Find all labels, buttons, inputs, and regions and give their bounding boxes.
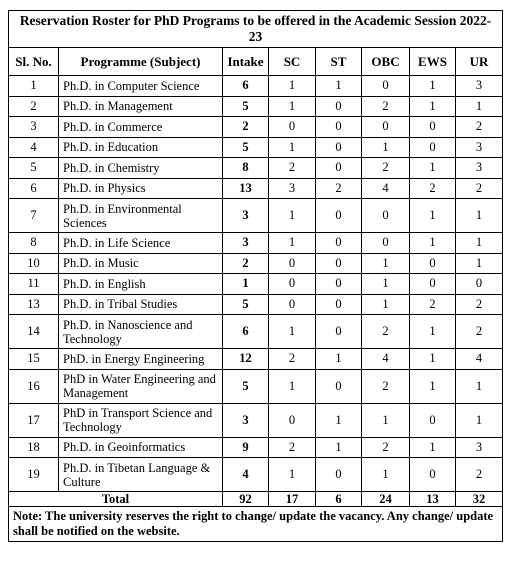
cell-ur: 0 bbox=[456, 274, 503, 295]
table-row bbox=[9, 76, 503, 97]
cell-ews: 1 bbox=[410, 76, 456, 97]
cell-sl-no: 14 bbox=[9, 315, 59, 349]
cell-ews: 0 bbox=[410, 253, 456, 274]
cell-ur: 1 bbox=[456, 403, 503, 437]
cell-sc: 1 bbox=[269, 369, 316, 403]
column-header-row bbox=[9, 48, 503, 76]
cell-programme: Ph.D. in Nanoscience and Technology bbox=[59, 315, 223, 349]
cell-obc: 4 bbox=[362, 349, 410, 370]
cell-st: 0 bbox=[316, 369, 362, 403]
cell-st: 0 bbox=[316, 96, 362, 117]
cell-sl-no: 7 bbox=[9, 199, 59, 233]
cell-sc: 1 bbox=[269, 458, 316, 492]
cell-sc: 1 bbox=[269, 233, 316, 254]
cell-sc: 0 bbox=[269, 294, 316, 315]
header-programme: Programme (Subject) bbox=[59, 48, 223, 76]
cell-sl-no: 18 bbox=[9, 437, 59, 458]
cell-ur: 3 bbox=[456, 158, 503, 179]
table-row bbox=[9, 294, 503, 315]
cell-ur: 1 bbox=[456, 233, 503, 254]
table-row bbox=[9, 199, 503, 233]
cell-sl-no: 6 bbox=[9, 178, 59, 199]
cell-ur: 2 bbox=[456, 315, 503, 349]
header-intake: Intake bbox=[223, 48, 269, 76]
cell-ur: 3 bbox=[456, 137, 503, 158]
cell-sc: 2 bbox=[269, 437, 316, 458]
table-row bbox=[9, 349, 503, 370]
cell-ur: 1 bbox=[456, 96, 503, 117]
cell-obc: 0 bbox=[362, 117, 410, 138]
cell-programme: PhD in Water Engineering and Management bbox=[59, 369, 223, 403]
cell-st: 1 bbox=[316, 76, 362, 97]
total-obc: 24 bbox=[362, 492, 410, 507]
cell-intake: 6 bbox=[223, 315, 269, 349]
cell-ur: 2 bbox=[456, 117, 503, 138]
cell-intake: 6 bbox=[223, 76, 269, 97]
cell-obc: 1 bbox=[362, 294, 410, 315]
cell-st: 0 bbox=[316, 458, 362, 492]
table-title: Reservation Roster for PhD Programs to be offered in the Academic Session 2022-23 bbox=[9, 11, 503, 48]
cell-programme: Ph.D. in Computer Science bbox=[59, 76, 223, 97]
cell-programme: Ph.D. in Music bbox=[59, 253, 223, 274]
cell-st: 0 bbox=[316, 274, 362, 295]
table-row bbox=[9, 233, 503, 254]
cell-intake: 2 bbox=[223, 253, 269, 274]
cell-sl-no: 5 bbox=[9, 158, 59, 179]
cell-sc: 0 bbox=[269, 253, 316, 274]
cell-sc: 0 bbox=[269, 403, 316, 437]
cell-st: 1 bbox=[316, 437, 362, 458]
cell-programme: Ph.D. in Environmental Sciences bbox=[59, 199, 223, 233]
cell-ur: 2 bbox=[456, 294, 503, 315]
cell-sc: 1 bbox=[269, 315, 316, 349]
cell-programme: Ph.D. in Management bbox=[59, 96, 223, 117]
cell-sl-no: 19 bbox=[9, 458, 59, 492]
cell-ews: 0 bbox=[410, 274, 456, 295]
table-row bbox=[9, 315, 503, 349]
header-sl-no: Sl. No. bbox=[9, 48, 59, 76]
header-obc: OBC bbox=[362, 48, 410, 76]
table-row bbox=[9, 437, 503, 458]
cell-st: 0 bbox=[316, 253, 362, 274]
cell-programme: Ph.D. in Life Science bbox=[59, 233, 223, 254]
cell-programme: Ph.D. in Chemistry bbox=[59, 158, 223, 179]
cell-sl-no: 16 bbox=[9, 369, 59, 403]
cell-intake: 3 bbox=[223, 199, 269, 233]
cell-obc: 2 bbox=[362, 96, 410, 117]
cell-sl-no: 11 bbox=[9, 274, 59, 295]
table-row bbox=[9, 178, 503, 199]
cell-ur: 3 bbox=[456, 76, 503, 97]
header-sc: SC bbox=[269, 48, 316, 76]
table-row bbox=[9, 137, 503, 158]
cell-programme: Ph.D. in English bbox=[59, 274, 223, 295]
cell-intake: 5 bbox=[223, 137, 269, 158]
cell-ews: 1 bbox=[410, 315, 456, 349]
cell-ews: 2 bbox=[410, 178, 456, 199]
cell-intake: 3 bbox=[223, 403, 269, 437]
total-intake: 92 bbox=[223, 492, 269, 507]
cell-programme: PhD. in Energy Engineering bbox=[59, 349, 223, 370]
cell-sc: 2 bbox=[269, 158, 316, 179]
cell-programme: Ph.D. in Commerce bbox=[59, 117, 223, 138]
cell-intake: 12 bbox=[223, 349, 269, 370]
table-row bbox=[9, 403, 503, 437]
cell-ews: 1 bbox=[410, 369, 456, 403]
cell-st: 1 bbox=[316, 349, 362, 370]
cell-intake: 8 bbox=[223, 158, 269, 179]
cell-programme: Ph.D. in Physics bbox=[59, 178, 223, 199]
cell-ur: 3 bbox=[456, 437, 503, 458]
cell-intake: 5 bbox=[223, 96, 269, 117]
cell-intake: 3 bbox=[223, 233, 269, 254]
table-row bbox=[9, 158, 503, 179]
reservation-roster-table bbox=[8, 10, 503, 542]
cell-sl-no: 1 bbox=[9, 76, 59, 97]
cell-obc: 1 bbox=[362, 137, 410, 158]
cell-ews: 0 bbox=[410, 458, 456, 492]
total-ur: 32 bbox=[456, 492, 503, 507]
cell-ews: 2 bbox=[410, 294, 456, 315]
cell-sc: 1 bbox=[269, 96, 316, 117]
cell-intake: 5 bbox=[223, 369, 269, 403]
cell-ews: 1 bbox=[410, 437, 456, 458]
cell-sl-no: 17 bbox=[9, 403, 59, 437]
cell-ur: 4 bbox=[456, 349, 503, 370]
cell-obc: 2 bbox=[362, 437, 410, 458]
cell-sc: 0 bbox=[269, 117, 316, 138]
cell-sc: 3 bbox=[269, 178, 316, 199]
cell-ews: 1 bbox=[410, 233, 456, 254]
cell-sl-no: 13 bbox=[9, 294, 59, 315]
cell-programme: Ph.D. in Tibetan Language & Culture bbox=[59, 458, 223, 492]
cell-obc: 2 bbox=[362, 369, 410, 403]
cell-obc: 2 bbox=[362, 158, 410, 179]
cell-ews: 1 bbox=[410, 96, 456, 117]
cell-ur: 2 bbox=[456, 178, 503, 199]
cell-sc: 0 bbox=[269, 274, 316, 295]
cell-intake: 2 bbox=[223, 117, 269, 138]
cell-intake: 9 bbox=[223, 437, 269, 458]
cell-ews: 0 bbox=[410, 117, 456, 138]
cell-obc: 0 bbox=[362, 76, 410, 97]
cell-sc: 1 bbox=[269, 199, 316, 233]
cell-programme: PhD in Transport Science and Technology bbox=[59, 403, 223, 437]
cell-obc: 1 bbox=[362, 403, 410, 437]
cell-st: 0 bbox=[316, 158, 362, 179]
cell-programme: Ph.D. in Geoinformatics bbox=[59, 437, 223, 458]
cell-obc: 1 bbox=[362, 253, 410, 274]
cell-ur: 1 bbox=[456, 253, 503, 274]
cell-st: 0 bbox=[316, 117, 362, 138]
cell-obc: 1 bbox=[362, 458, 410, 492]
cell-st: 2 bbox=[316, 178, 362, 199]
total-label: Total bbox=[9, 492, 223, 507]
cell-obc: 1 bbox=[362, 274, 410, 295]
cell-sc: 2 bbox=[269, 349, 316, 370]
total-st: 6 bbox=[316, 492, 362, 507]
cell-sc: 1 bbox=[269, 76, 316, 97]
cell-ews: 1 bbox=[410, 199, 456, 233]
cell-obc: 4 bbox=[362, 178, 410, 199]
cell-sl-no: 2 bbox=[9, 96, 59, 117]
cell-intake: 1 bbox=[223, 274, 269, 295]
cell-programme: Ph.D. in Tribal Studies bbox=[59, 294, 223, 315]
cell-st: 0 bbox=[316, 233, 362, 254]
header-st: ST bbox=[316, 48, 362, 76]
header-ews: EWS bbox=[410, 48, 456, 76]
table-row bbox=[9, 253, 503, 274]
cell-programme: Ph.D. in Education bbox=[59, 137, 223, 158]
cell-st: 0 bbox=[316, 294, 362, 315]
total-row bbox=[9, 492, 503, 507]
table-row bbox=[9, 96, 503, 117]
cell-intake: 13 bbox=[223, 178, 269, 199]
cell-ews: 1 bbox=[410, 349, 456, 370]
cell-ews: 1 bbox=[410, 158, 456, 179]
table-row bbox=[9, 369, 503, 403]
table-row bbox=[9, 458, 503, 492]
cell-st: 1 bbox=[316, 403, 362, 437]
cell-sc: 1 bbox=[269, 137, 316, 158]
cell-ur: 2 bbox=[456, 458, 503, 492]
total-sc: 17 bbox=[269, 492, 316, 507]
cell-ur: 1 bbox=[456, 369, 503, 403]
cell-st: 0 bbox=[316, 137, 362, 158]
cell-intake: 5 bbox=[223, 294, 269, 315]
cell-sl-no: 3 bbox=[9, 117, 59, 138]
cell-st: 0 bbox=[316, 199, 362, 233]
cell-sl-no: 10 bbox=[9, 253, 59, 274]
table-row bbox=[9, 117, 503, 138]
cell-ews: 0 bbox=[410, 137, 456, 158]
cell-obc: 0 bbox=[362, 199, 410, 233]
cell-ews: 0 bbox=[410, 403, 456, 437]
cell-obc: 2 bbox=[362, 315, 410, 349]
cell-intake: 4 bbox=[223, 458, 269, 492]
cell-obc: 0 bbox=[362, 233, 410, 254]
footer-note: Note: The university reserves the right to change/ update the vacancy. Any change/ update shall be notified on the website. bbox=[9, 507, 503, 542]
header-ur: UR bbox=[456, 48, 503, 76]
table-row bbox=[9, 274, 503, 295]
cell-sl-no: 15 bbox=[9, 349, 59, 370]
cell-st: 0 bbox=[316, 315, 362, 349]
cell-sl-no: 8 bbox=[9, 233, 59, 254]
total-ews: 13 bbox=[410, 492, 456, 507]
cell-ur: 1 bbox=[456, 199, 503, 233]
cell-sl-no: 4 bbox=[9, 137, 59, 158]
